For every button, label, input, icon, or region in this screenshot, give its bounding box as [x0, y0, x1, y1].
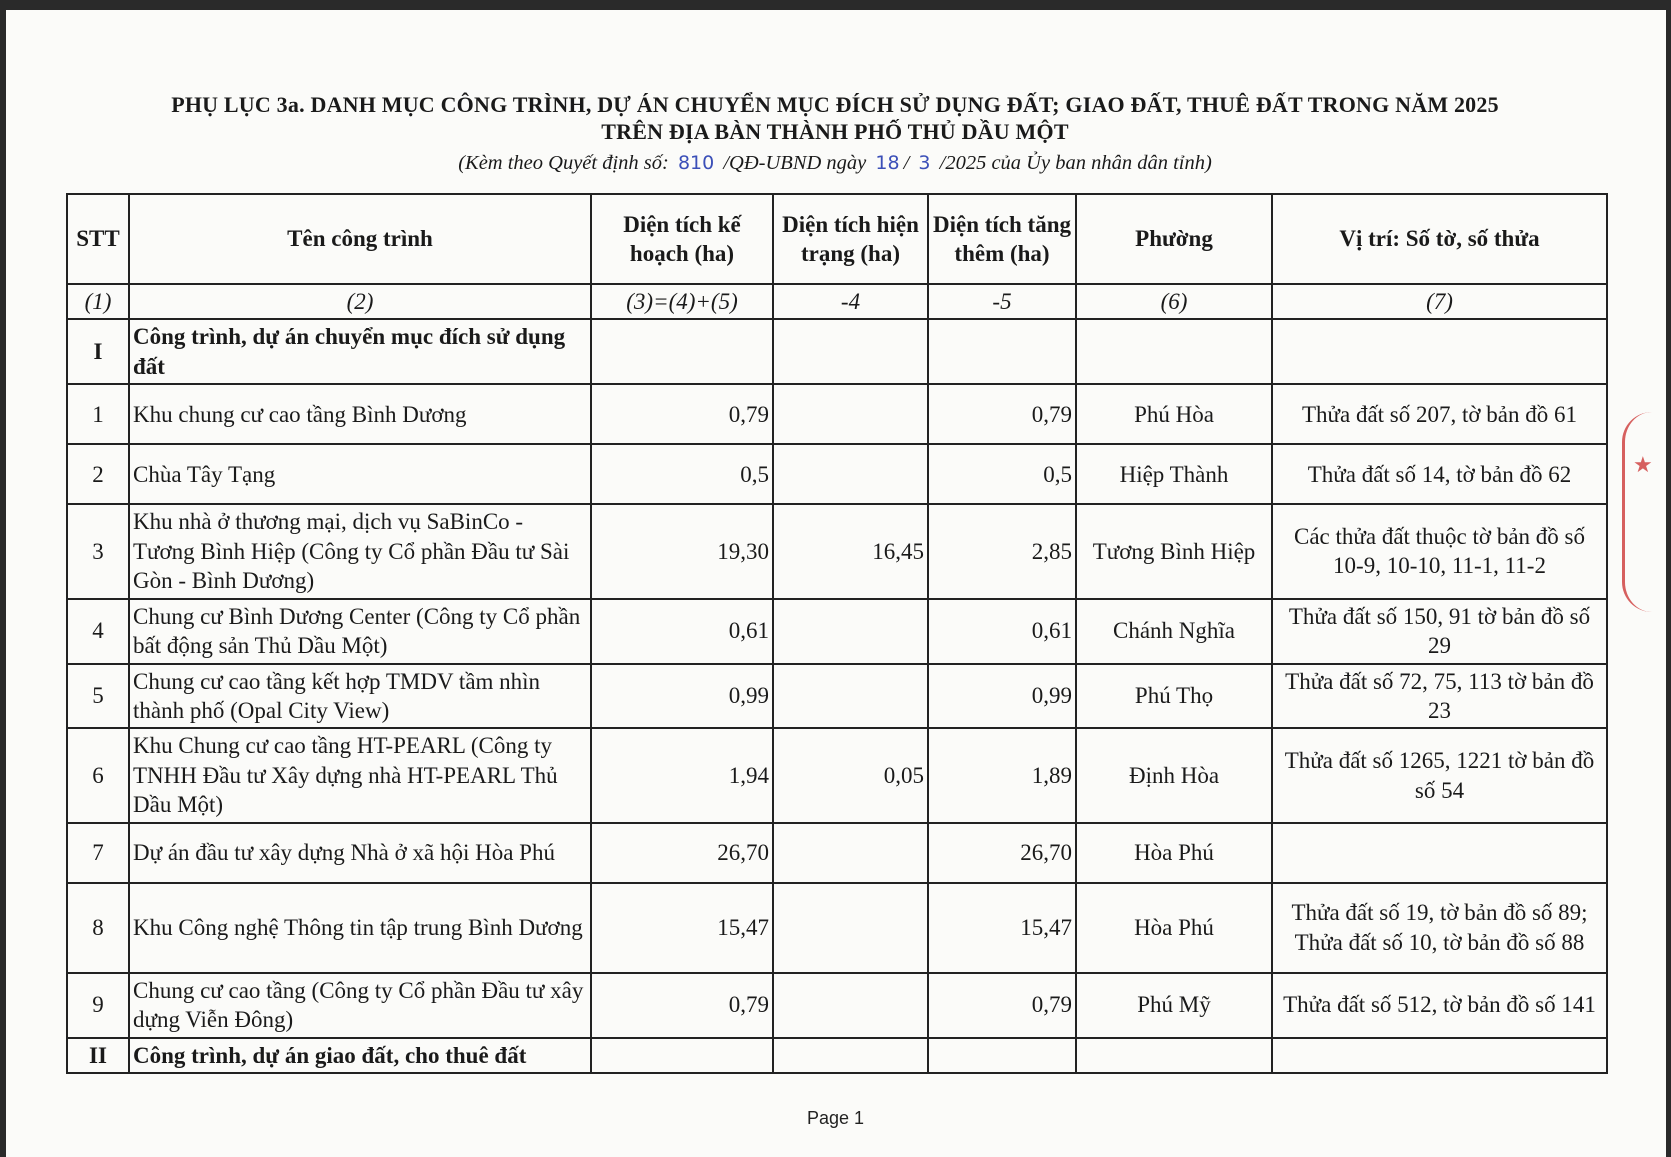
row-ward: Tương Bình Hiệp [1076, 504, 1272, 598]
row-ward: Phú Hòa [1076, 384, 1272, 444]
document-title-line2: TRÊN ĐỊA BÀN THÀNH PHỐ THỦ DẦU MỘT [601, 119, 1069, 144]
row-area-added: 0,61 [928, 599, 1076, 664]
row-area-plan: 0,61 [591, 599, 773, 664]
table-row [67, 384, 1607, 444]
row-stt: 7 [67, 823, 129, 883]
header-area-current: Diện tích hiện trạng (ha) [773, 194, 928, 284]
index-cell: (2) [129, 284, 591, 319]
row-ward: Hiệp Thành [1076, 444, 1272, 504]
row-area-added: 2,85 [928, 504, 1076, 598]
row-name: Khu Công nghệ Thông tin tập trung Bình Dương [129, 883, 591, 973]
row-area-current [773, 384, 928, 444]
row-name: Khu nhà ở thương mại, dịch vụ SaBinCo - Tương Bình Hiệp (Công ty Cổ phần Đầu tư Sài Gòn - Bình Dương) [129, 504, 591, 598]
subtitle-mid: /QĐ-UBND ngày [723, 152, 867, 174]
row-stt: 5 [67, 664, 129, 729]
header-area-added: Diện tích tăng thêm (ha) [928, 194, 1076, 284]
section-roman: I [67, 319, 129, 384]
row-area-current [773, 883, 928, 973]
header-ward: Phường [1076, 194, 1272, 284]
table-row [67, 599, 1607, 664]
table-row [67, 664, 1607, 729]
index-cell: (6) [1076, 284, 1272, 319]
table-row [67, 973, 1607, 1038]
index-cell: (7) [1272, 284, 1607, 319]
star-icon: ★ [1633, 452, 1653, 477]
row-area-plan: 0,79 [591, 384, 773, 444]
row-area-added: 0,99 [928, 664, 1076, 729]
row-area-current: 16,45 [773, 504, 928, 598]
row-area-plan: 19,30 [591, 504, 773, 598]
row-ward: Phú Mỹ [1076, 973, 1272, 1038]
row-ward: Phú Thọ [1076, 664, 1272, 729]
decision-month: 3 [918, 152, 931, 174]
header-location: Vị trí: Số tờ, số thửa [1272, 194, 1607, 284]
page-number: Page 1 [806, 1108, 865, 1128]
section-row [67, 319, 1607, 384]
row-area-plan: 15,47 [591, 883, 773, 973]
row-area-current [773, 973, 928, 1038]
row-name: Chung cư cao tầng (Công ty Cổ phần Đầu tư xây dựng Viễn Đông) [129, 973, 591, 1038]
section-row [67, 1038, 1607, 1073]
section-title: Công trình, dự án giao đất, cho thuê đất [129, 1038, 591, 1073]
row-area-plan: 0,5 [591, 444, 773, 504]
row-name: Chung cư cao tầng kết hợp TMDV tầm nhìn thành phố (Opal City View) [129, 664, 591, 729]
document-title-line1: PHỤ LỤC 3a. DANH MỤC CÔNG TRÌNH, DỰ ÁN CHUYỂN MỤC ĐÍCH SỬ DỤNG ĐẤT; GIAO ĐẤT, THUÊ ĐẤT TRONG NĂM 2025 [171, 92, 1499, 117]
decision-day: 18 [875, 152, 900, 174]
column-index-row [67, 284, 1607, 319]
row-name: Dự án đầu tư xây dựng Nhà ở xã hội Hòa Phú [129, 823, 591, 883]
document-subtitle: (Kèm theo Quyết định số: 810 /QĐ-UBND ngày 18 / 3 /2025 của Ủy ban nhân dân tỉnh) [458, 152, 1212, 174]
row-ward: Định Hòa [1076, 728, 1272, 822]
red-stamp-edge [1622, 412, 1669, 612]
table-row [67, 823, 1607, 883]
row-stt: 8 [67, 883, 129, 973]
row-location: Thửa đất số 14, tờ bản đồ 62 [1272, 444, 1607, 504]
table-header-row [67, 194, 1607, 284]
row-area-added: 15,47 [928, 883, 1076, 973]
row-area-added: 0,79 [928, 384, 1076, 444]
row-stt: 3 [67, 504, 129, 598]
index-cell: -4 [773, 284, 928, 319]
row-stt: 6 [67, 728, 129, 822]
row-ward: Chánh Nghĩa [1076, 599, 1272, 664]
row-area-current: 0,05 [773, 728, 928, 822]
row-area-current [773, 599, 928, 664]
row-stt: 2 [67, 444, 129, 504]
row-location: Thửa đất số 19, tờ bản đồ số 89; Thửa đất số 10, tờ bản đồ số 88 [1272, 883, 1607, 973]
row-area-current [773, 444, 928, 504]
row-name: Khu chung cư cao tầng Bình Dương [129, 384, 591, 444]
section-title: Công trình, dự án chuyển mục đích sử dụng đất [129, 319, 591, 384]
table-row [67, 504, 1607, 598]
row-location: Thửa đất số 207, tờ bản đồ 61 [1272, 384, 1607, 444]
row-location: Thửa đất số 72, 75, 113 tờ bản đồ 23 [1272, 664, 1607, 729]
row-area-added: 1,89 [928, 728, 1076, 822]
table-row [67, 728, 1607, 822]
header-area-plan: Diện tích kế hoạch (ha) [591, 194, 773, 284]
row-location: Các thửa đất thuộc tờ bản đồ số 10-9, 10-10, 11-1, 11-2 [1272, 504, 1607, 598]
row-name: Khu Chung cư cao tầng HT-PEARL (Công ty TNHH Đầu tư Xây dựng nhà HT-PEARL Thủ Dầu Một) [129, 728, 591, 822]
row-stt: 9 [67, 973, 129, 1038]
row-location: Thửa đất số 1265, 1221 tờ bản đồ số 54 [1272, 728, 1607, 822]
subtitle-prefix: (Kèm theo Quyết định số: [458, 152, 669, 174]
header-stt: STT [67, 194, 129, 284]
row-area-current [773, 664, 928, 729]
row-ward: Hòa Phú [1076, 883, 1272, 973]
table-row [67, 883, 1607, 973]
row-area-plan: 0,99 [591, 664, 773, 729]
header-name: Tên công trình [129, 194, 591, 284]
index-cell: (3)=(4)+(5) [591, 284, 773, 319]
row-name: Chùa Tây Tạng [129, 444, 591, 504]
row-stt: 1 [67, 384, 129, 444]
row-area-added: 0,5 [928, 444, 1076, 504]
row-location: Thửa đất số 150, 91 tờ bản đồ số 29 [1272, 599, 1607, 664]
table-row [67, 444, 1607, 504]
section-roman: II [67, 1038, 129, 1073]
row-stt: 4 [67, 599, 129, 664]
row-name: Chung cư Bình Dương Center (Công ty Cổ phần bất động sản Thủ Dầu Một) [129, 599, 591, 664]
row-area-plan: 1,94 [591, 728, 773, 822]
decision-number: 810 [677, 152, 715, 174]
row-area-added: 26,70 [928, 823, 1076, 883]
index-cell: -5 [928, 284, 1076, 319]
row-ward: Hòa Phú [1076, 823, 1272, 883]
row-area-current [773, 823, 928, 883]
row-location: Thửa đất số 512, tờ bản đồ số 141 [1272, 973, 1607, 1038]
index-cell: (1) [67, 284, 129, 319]
subtitle-suffix: /2025 của Ủy ban nhân dân tỉnh) [939, 152, 1212, 174]
row-area-plan: 0,79 [591, 973, 773, 1038]
row-location [1272, 823, 1607, 883]
row-area-added: 0,79 [928, 973, 1076, 1038]
project-table [66, 193, 1608, 1074]
row-area-plan: 26,70 [591, 823, 773, 883]
